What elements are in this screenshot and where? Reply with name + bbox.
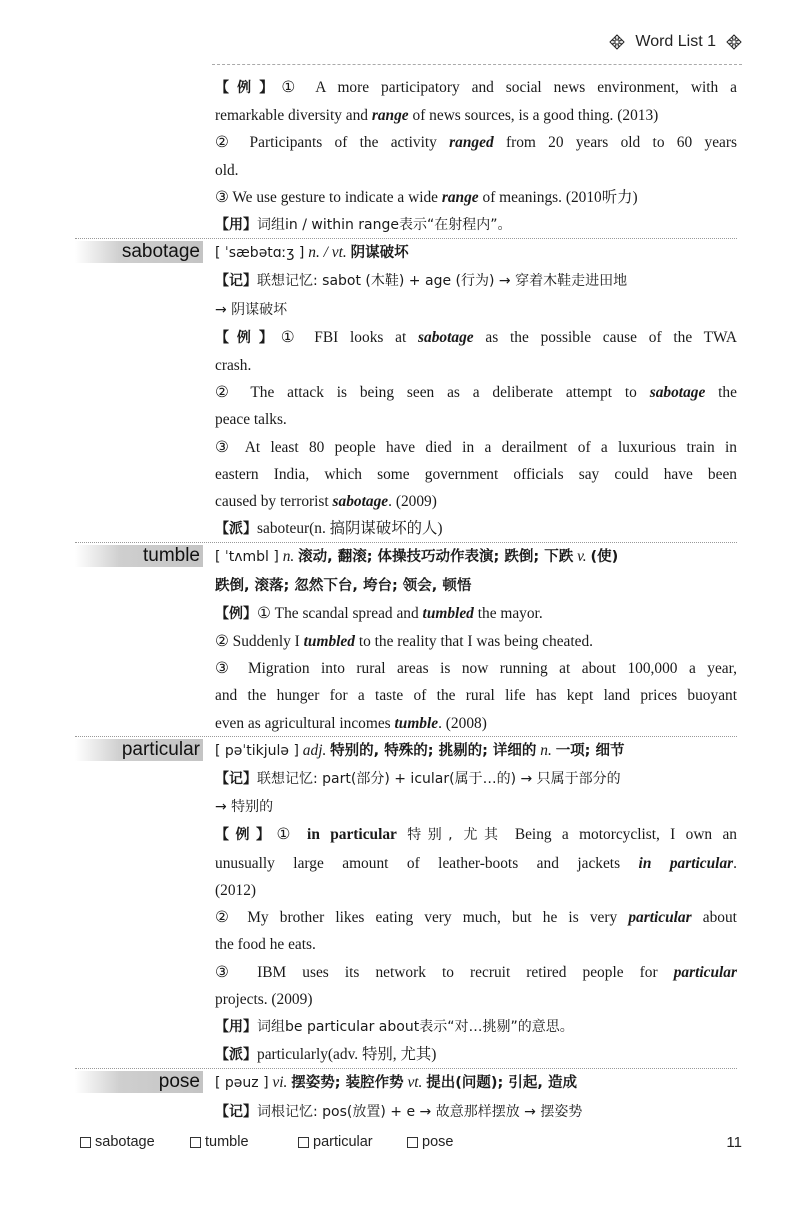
- checklist-label: pose: [422, 1134, 454, 1150]
- checklist-label: tumble: [205, 1134, 249, 1150]
- part-of-speech: n.: [540, 741, 552, 759]
- example-number: ①: [281, 79, 304, 96]
- keyword: sabotage: [649, 384, 706, 402]
- usage-line: [215, 1013, 737, 1041]
- usage-tag: 【用】: [215, 217, 257, 234]
- keyword: in particular: [638, 854, 734, 872]
- example-text: Migration into rural areas is now running at about 100,000 a year,: [247, 660, 737, 678]
- keyword: range: [441, 188, 479, 206]
- checkbox-icon[interactable]: [298, 1137, 309, 1148]
- memo-tag: 【记】: [215, 771, 257, 788]
- memo-tag: 【记】: [215, 273, 257, 290]
- example-text: FBI looks at: [314, 328, 407, 346]
- part-of-speech: vi.: [272, 1074, 288, 1092]
- example-line: [215, 986, 737, 1013]
- example-tag: 【例】: [215, 605, 257, 622]
- example-line: [215, 379, 737, 406]
- keyword: ranged: [449, 134, 494, 152]
- checklist-item[interactable]: [190, 1134, 249, 1150]
- running-header-title: Word List 1: [635, 33, 716, 50]
- example-text: Suddenly I: [232, 633, 300, 651]
- entry-separator: [75, 542, 737, 543]
- example-text: old.: [215, 161, 239, 179]
- example-line: [215, 102, 737, 129]
- checkbox-icon[interactable]: [407, 1137, 418, 1148]
- example-text: of news sources, is a good thing. (2013): [412, 107, 659, 125]
- memo-line: [215, 765, 737, 793]
- example-text: We use gesture to indicate a wide: [232, 188, 438, 206]
- derived-tag: 【派】: [215, 521, 257, 538]
- meaning: (使): [590, 549, 619, 566]
- memo-text: 联想记忆: sabot (木鞋) + age (行为) → 穿着木鞋走进田地: [257, 273, 628, 290]
- example-tag: 【例】: [215, 827, 277, 844]
- example-text: The attack is being seen as a deliberate attempt to: [250, 384, 637, 402]
- example-line: [215, 406, 737, 433]
- example-line: [215, 904, 737, 931]
- meaning: 特别的, 特殊的; 挑剔的; 详细的: [330, 742, 537, 759]
- example-line: [215, 931, 737, 958]
- entry-separator: [75, 736, 737, 737]
- memo-line: [215, 267, 737, 295]
- example-text: caused by terrorist: [215, 493, 329, 511]
- entry-particular: [121, 737, 737, 1069]
- diamond-arrows-icon: [726, 34, 742, 50]
- entry-separator: [75, 1068, 737, 1069]
- example-line: [215, 655, 737, 682]
- keyword: tumbled: [303, 633, 355, 651]
- phonetic: [ pəˈtikjulə ]: [215, 742, 299, 759]
- meaning: 跌倒, 滚落; 忽然下台, 垮台; 领会, 顿悟: [215, 577, 472, 594]
- phonetic: [ ˈsæbətɑːʒ ]: [215, 245, 305, 262]
- entry-sabotage: [121, 239, 737, 543]
- memo-text: → 阴谋破坏: [215, 301, 288, 318]
- example-line: [215, 324, 737, 352]
- phrase-meaning: 特别, 尤其: [407, 827, 505, 844]
- page-number: 11: [726, 1134, 742, 1151]
- memo-line: [215, 1098, 737, 1126]
- example-text: from 20 years old to 60 years: [505, 134, 737, 152]
- keyword: tumbled: [422, 604, 474, 622]
- running-header: [609, 33, 742, 51]
- meaning: 一项; 细节: [555, 742, 625, 759]
- checklist-item[interactable]: [80, 1134, 155, 1150]
- word-list-content: [121, 74, 737, 1126]
- example-text: the food he eats.: [215, 936, 316, 954]
- keyword: particular: [673, 963, 737, 981]
- derived-text: saboteur(n. 搞阴谋破坏的人): [257, 520, 443, 538]
- example-line: [215, 877, 737, 904]
- example-text: crash.: [215, 357, 252, 375]
- example-line: [215, 959, 737, 986]
- checklist-label: sabotage: [95, 1134, 155, 1150]
- checklist-label: particular: [313, 1134, 373, 1150]
- example-line: [215, 352, 737, 379]
- example-text: and the hunger for a taste of the rural life has kept land prices buoyant: [215, 687, 737, 705]
- example-text: My brother likes eating very much, but he is very: [247, 909, 618, 927]
- example-text: Being a motorcyclist, I own an: [514, 826, 737, 844]
- example-text: Participants of the activity: [249, 134, 437, 152]
- example-text: (2012): [215, 881, 257, 899]
- example-number: ①: [280, 328, 303, 346]
- example-tag: 【例】: [215, 329, 281, 346]
- example-line: [215, 710, 737, 737]
- keyword: sabotage: [332, 493, 389, 511]
- phonetic: [ pəuz ]: [215, 1075, 269, 1092]
- derived-line: [215, 515, 737, 543]
- example-line: [215, 682, 737, 709]
- keyword: range: [371, 107, 409, 125]
- example-text: the mayor.: [477, 604, 543, 622]
- part-of-speech: n. / vt.: [308, 244, 347, 262]
- headword: tumble: [75, 545, 203, 567]
- example-line: [215, 600, 737, 628]
- example-line: [215, 129, 737, 156]
- memo-text: 联想记忆: part(部分) + icular(属于…的) → 只属于部分的: [257, 771, 621, 788]
- example-text: At least 80 people have died in a derailment of a luxurious train in: [244, 438, 737, 456]
- memo-line: [215, 793, 737, 821]
- example-number: ②: [215, 633, 229, 651]
- example-line: [215, 434, 737, 461]
- derived-tag: 【派】: [215, 1047, 257, 1064]
- headword: pose: [75, 1071, 203, 1093]
- usage-tag: 【用】: [215, 1018, 257, 1035]
- example-text: eastern India, which some government officials say could have been: [215, 465, 737, 483]
- derived-line: [215, 1041, 737, 1069]
- definition-line: [215, 572, 737, 600]
- entry-separator: [75, 238, 737, 239]
- example-text: unusually large amount of leather-boots and jackets: [215, 854, 621, 872]
- part-of-speech: v.: [577, 548, 587, 566]
- example-text: to the reality that I was being cheated.: [358, 633, 594, 651]
- example-text: of meanings. (2010听力): [482, 188, 638, 206]
- memo-text: 词根记忆: pos(放置) + e → 故意那样摆放 → 摆姿势: [257, 1103, 583, 1120]
- meaning: 阴谋破坏: [350, 245, 409, 262]
- memo-line: [215, 296, 737, 324]
- example-tag: 【例】: [215, 80, 282, 96]
- usage-line: [215, 211, 737, 239]
- checklist-item[interactable]: [298, 1134, 373, 1150]
- memo-text: → 特别的: [215, 799, 274, 816]
- phonetic: [ ˈtʌmbl ]: [215, 549, 279, 566]
- example-number: ①: [276, 826, 297, 844]
- example-number: ③: [215, 438, 236, 456]
- example-number: ③: [215, 963, 242, 981]
- keyword: particular: [628, 909, 692, 927]
- headword: sabotage: [75, 241, 203, 263]
- example-line: [215, 628, 737, 655]
- example-text: as the possible cause of the TWA: [485, 328, 737, 346]
- example-line: [215, 461, 737, 488]
- meaning: 提出(问题); 引起, 造成: [426, 1075, 577, 1092]
- example-text: remarkable diversity and: [215, 107, 368, 125]
- usage-text: 词组be particular about表示“对…挑剔”的意思。: [257, 1018, 574, 1035]
- part-of-speech: adj.: [302, 741, 327, 759]
- usage-text: 词组in / within range表示“在射程内”。: [257, 217, 512, 234]
- checkbox-icon[interactable]: [190, 1137, 201, 1148]
- checkbox-icon[interactable]: [80, 1137, 91, 1148]
- definition-line: [215, 737, 737, 765]
- entry-tumble: [142, 543, 737, 736]
- example-text: peace talks.: [215, 411, 287, 429]
- part-of-speech: vt.: [407, 1074, 423, 1092]
- keyword: sabotage: [418, 328, 474, 346]
- example-text: . (2009): [388, 493, 437, 511]
- entry-range: [215, 74, 737, 239]
- example-text: The scandal spread and: [274, 604, 419, 622]
- example-line: [215, 74, 737, 102]
- example-line: [215, 157, 737, 184]
- example-text: A more participatory and social news environment, with a: [315, 79, 737, 96]
- example-number: ③: [215, 188, 229, 206]
- example-text: even as agricultural incomes: [215, 714, 391, 732]
- example-line: [215, 488, 737, 515]
- example-number: ①: [257, 604, 271, 622]
- example-text: . (2008): [438, 714, 487, 732]
- diamond-arrows-icon: [609, 34, 625, 50]
- example-number: ②: [215, 384, 238, 402]
- definition-line: [215, 1069, 737, 1097]
- example-line: [215, 850, 737, 877]
- definition-line: [215, 239, 737, 267]
- example-number: ③: [215, 660, 237, 678]
- phrase: in particular: [307, 826, 397, 844]
- example-text: .: [733, 854, 737, 872]
- example-text: the: [718, 384, 737, 402]
- example-text: projects. (2009): [215, 990, 313, 1008]
- example-line: [215, 821, 737, 849]
- header-rule: [212, 64, 742, 65]
- example-line: [215, 184, 737, 211]
- meaning: 摆姿势; 装腔作势: [291, 1075, 404, 1092]
- definition-line: [215, 543, 737, 571]
- derived-text: particularly(adv. 特别, 尤其): [257, 1046, 437, 1064]
- checklist-item[interactable]: [407, 1134, 453, 1150]
- meaning: 滚动, 翻滚; 体操技巧动作表演; 跌倒; 下跌: [298, 549, 574, 566]
- example-number: ②: [215, 909, 237, 927]
- part-of-speech: n.: [282, 548, 295, 566]
- example-text: about: [702, 909, 737, 927]
- entry-pose: [158, 1069, 737, 1125]
- example-text: IBM uses its network to recruit retired people for: [257, 963, 658, 981]
- example-number: ②: [215, 134, 238, 152]
- headword: particular: [75, 739, 203, 761]
- keyword: tumble: [394, 714, 439, 732]
- memo-tag: 【记】: [215, 1103, 257, 1120]
